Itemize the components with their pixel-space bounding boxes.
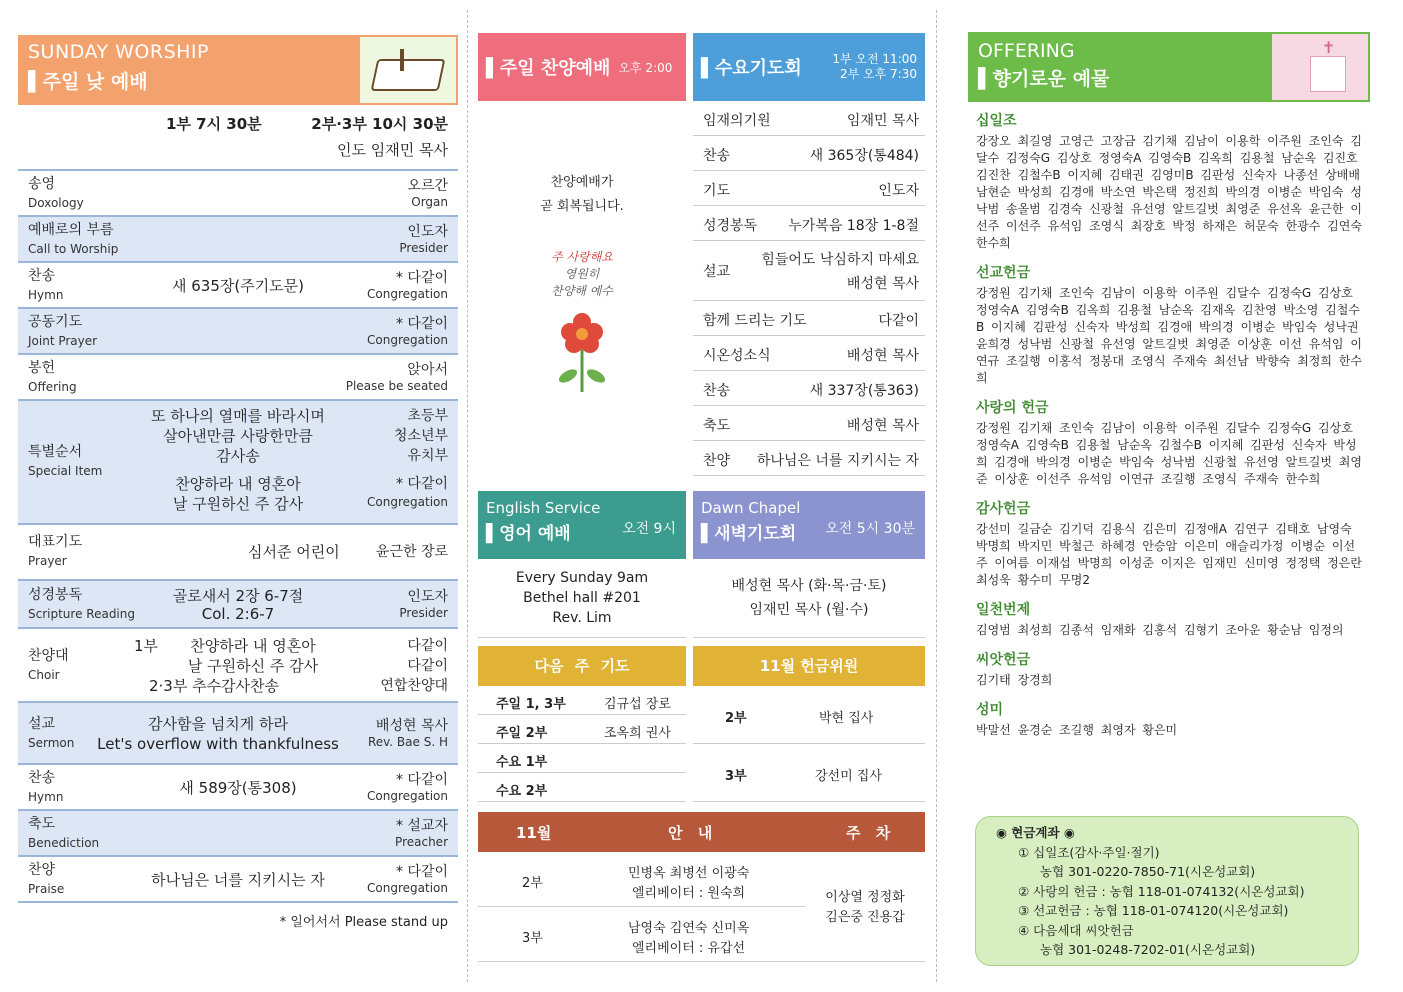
choir-part-2: 2·3부 추수감사찬송 (148, 677, 280, 695)
sunday-header (18, 35, 458, 105)
wednesday-row (693, 441, 925, 476)
item-right-ko: * 다같이 (395, 864, 448, 880)
choir-part-1: 1부 (134, 637, 159, 655)
item-right-en: Congregation (367, 287, 448, 301)
wednesday-row (693, 171, 925, 206)
art-line2: 영원히 (564, 267, 600, 281)
guide-usher-label: 안 내 (668, 824, 713, 842)
dawn-title-ko: ▌새벽기도회 (701, 524, 797, 544)
english-title-ko: ▌영어 예배 (486, 524, 571, 544)
praise-worship-section (478, 33, 686, 399)
guide-parking (805, 852, 925, 962)
item-en: Hymn (28, 790, 64, 804)
order-row (18, 263, 458, 309)
wed-item: 찬양 (703, 453, 731, 469)
column-divider (936, 10, 937, 982)
next-prayer-table (478, 686, 686, 802)
praise-note (478, 171, 686, 219)
prayer-service: 주일 1, 3부 (496, 697, 566, 712)
item-right-en: Congregation (367, 881, 448, 895)
committee-row (693, 686, 925, 744)
item-en: Praise (28, 882, 65, 896)
english-service-header (478, 491, 686, 559)
wed-item: 성경봉독 (703, 218, 758, 234)
item-ko: 찬양 (28, 862, 56, 878)
account-line6: 농협 301-0248-7202-01(시온성교회) (1040, 942, 1256, 957)
church-icon (1272, 34, 1368, 100)
praise-header (478, 33, 686, 101)
special-right-1: 초등부 (407, 408, 448, 424)
scripture-en: Col. 2:6-7 (201, 605, 275, 623)
item-en: Choir (28, 668, 60, 682)
wednesday-time1: 1부 오전 11:00 (832, 52, 917, 66)
order-row (18, 857, 458, 903)
item-right-ko: 배성현 목사 (375, 718, 448, 734)
item-en: Prayer (28, 554, 67, 568)
guide-ushers: 민병옥 최병선 이광숙 (628, 866, 750, 881)
sunday-title-en: SUNDAY WORSHIP (28, 41, 209, 63)
offering-committee-table (693, 686, 925, 802)
committee-person: 박현 집사 (819, 711, 874, 726)
wednesday-row (693, 206, 925, 241)
art-line3: 찬양해 예수 (551, 284, 613, 298)
offering-committee-header: 11월 헌금위원 (693, 646, 925, 686)
offering-section (968, 32, 1370, 739)
wednesday-section (693, 33, 925, 476)
choir-song-1: 찬양하라 내 영혼아 (190, 637, 316, 655)
dawn-chapel-info (693, 574, 925, 638)
sunday-worship-section (18, 35, 458, 930)
wed-value: 배성현 목사 (846, 418, 919, 434)
parking-names-2: 김은중 진용갑 (825, 910, 905, 925)
special-item-row (18, 401, 458, 525)
item-right-en: Presider (399, 241, 448, 255)
offering-group-names: 박말선 윤경순 조길행 최영자 황은미 (976, 723, 1178, 737)
item-ko: 설교 (28, 716, 56, 732)
offering-header (968, 32, 1370, 102)
offering-group-title: 감사헌금 (976, 501, 1031, 517)
account-line1: ① 십일조(감사·주일·절기) (1018, 844, 1160, 860)
choir-right-1: 다같이 (407, 638, 448, 654)
wednesday-title: ▌수요기도회 (701, 58, 802, 79)
item-right-ko: * 설교자 (395, 818, 448, 834)
item-ko: 송영 (28, 176, 56, 192)
service-times (18, 113, 458, 139)
english-time: 오전 9시 (622, 521, 676, 537)
special-line-1: 또 하나의 열매를 바라시며 (151, 407, 325, 425)
dawn-chapel-header (693, 491, 925, 559)
guide-row (478, 907, 805, 962)
dawn-line1: 배성현 목사 (화·목·금·토) (731, 578, 887, 594)
wednesday-row (693, 136, 925, 171)
wed-value: 하나님은 너를 지키시는 자 (756, 453, 919, 469)
special-right-3: 유치부 (407, 448, 448, 464)
item-right-en: Presider (399, 606, 448, 620)
item-right-en: Rev. Bae S. H (367, 735, 448, 749)
item-en: Hymn (28, 288, 64, 302)
item-en: Call to Worship (28, 242, 119, 256)
account-line4: ③ 선교헌금 : 농협 118-01-074120(시온성교회) (1018, 903, 1289, 918)
item-middle: 새 589장(통308) (179, 779, 297, 797)
prayer-row (478, 744, 686, 773)
item-en: Benediction (28, 836, 100, 850)
column-divider (467, 10, 468, 982)
choir-right-3: 연합찬양대 (380, 678, 448, 694)
offering-group-names: 강선미 길금순 김기덕 김용식 김은미 김정애A 김연구 김태호 남영숙 박명희 박지민 박철근 하혜경 안승암 이은미 애슬리가정 이병순 이선주 이여름 이재섭 박명희 이성준 이지은 임재민 신미영 정정택 정은란 최성욱 황수미 무명2 (976, 522, 1362, 587)
choir-song-2: 날 구원하신 주 감사 (187, 657, 319, 675)
prayer-row (478, 686, 686, 715)
special-line-2: 살아낸만큼 사랑한만큼 (163, 427, 313, 445)
english-title-en: English Service (486, 499, 601, 517)
dawn-time: 오전 5시 30분 (825, 521, 915, 537)
wed-value: 임재민 목사 (846, 113, 919, 129)
item-en: Doxology (28, 196, 84, 210)
wednesday-header (693, 33, 925, 101)
item-ko: 찬송 (28, 268, 56, 284)
committee-person: 강선미 집사 (815, 769, 882, 784)
item-right-ko: 앉아서 (407, 362, 448, 378)
account-line5: ④ 다음세대 씨앗헌금 (1018, 922, 1134, 938)
wednesday-row (693, 101, 925, 136)
account-line2: 농협 301-0220-7850-71(시온성교회) (1040, 864, 1256, 879)
wed-item: 찬송 (703, 148, 731, 164)
english-service-info (478, 568, 686, 638)
english-line3: Rev. Lim (552, 610, 612, 626)
wednesday-row (693, 406, 925, 441)
offering-group-names: 강정원 김기채 조인숙 김남이 이용학 이주원 김달수 김정숙G 김상호 정영숙A 김영숙B 김옥희 김용철 남순옥 김재옥 김찬영 박소영 김철수B 이지혜 김판성 신숙자 박성희 김경애 박의경 이병순 박임숙 성낙권 윤희경 성낙범 신광철 유선영 알트길벗 최영준 이상훈 이선 유석임 이연규 조길행 이홍석 정봉대 조영식 주재숙 최선남 박향숙 최정희 한수희 (976, 286, 1362, 385)
art-line1: 주 사랑해요 (551, 250, 613, 264)
wed-value: 새 365장(통484) (809, 148, 919, 164)
item-ko: 찬양대 (28, 648, 69, 664)
offering-title-ko: ▌향기로운 예물 (978, 68, 1110, 90)
wed-item: 찬송 (703, 383, 731, 399)
item-right-en: Congregation (367, 333, 448, 347)
item-ko: 찬송 (28, 770, 56, 786)
wed-value: 새 337장(통363) (809, 383, 919, 399)
item-right-en: Please be seated (345, 379, 448, 393)
flower-illustration (522, 249, 642, 399)
dawn-title-en: Dawn Chapel (701, 499, 801, 517)
wed-item: 함께 드리는 기도 (703, 313, 807, 329)
item-ko: 성경봉독 (28, 587, 83, 603)
offering-title-en: OFFERING (978, 40, 1075, 62)
prayer-person: 조옥희 권사 (604, 726, 671, 741)
wed-preacher: 배성현 목사 (846, 276, 919, 292)
bible-icon (360, 37, 456, 103)
item-ko: 예배로의 부름 (28, 222, 114, 238)
guide-elevator: 엘리베이터 : 유갑선 (632, 941, 746, 956)
leader: 인도 임재민 목사 (337, 141, 448, 159)
offering-group-title: 씨앗헌금 (976, 652, 1031, 668)
special-line-3: 감사송 (216, 447, 260, 465)
english-line2: Bethel hall #201 (523, 590, 641, 606)
prayer-service: 주일 2부 (496, 726, 548, 741)
wed-value: 다같이 (878, 313, 919, 329)
order-row (18, 171, 458, 217)
praise-time: 오후 2:00 (618, 60, 673, 75)
committee-service: 2부 (725, 711, 747, 726)
prayer-elder: 윤근한 장로 (375, 544, 448, 560)
wed-item: 설교 (703, 264, 731, 280)
guide-row (478, 852, 805, 907)
dawn-line2: 임재민 목사 (월·수) (749, 602, 869, 618)
item-ko: 축도 (28, 816, 56, 832)
item-ko: 봉헌 (28, 360, 56, 376)
item-en: Scripture Reading (28, 607, 135, 621)
prayer-row (478, 773, 686, 802)
sermon-row (18, 703, 458, 765)
item-right-ko: * 다같이 (395, 316, 448, 332)
item-right-ko: 오르간 (407, 178, 448, 194)
offering-group-names: 강장오 최길영 고영근 고장금 김기채 김남이 이용학 이주원 조인숙 김달수 김정숙G 김상호 정영숙A 김영숙B 김옥희 김용철 남순옥 김진호 김진찬 김철수B 이지혜 김태권 김영미B 김판성 신숙자 나종선 상배배 남현순 박성희 김경애 박소연 박은택 정진희 박의경 이병순 박임숙 성낙범 송올범 김경숙 신광철 유선영 알트길벗 최영준 유선옥 윤근한 이선주 이선주 유석임 조영식 최장호 박정 하재은 허문숙 한광수 김연숙 한수희 (976, 134, 1362, 250)
order-row (18, 217, 458, 263)
offering-group-title: 선교헌금 (976, 265, 1031, 281)
bank-account-box (975, 816, 1359, 966)
item-right-en: Preacher (395, 835, 448, 849)
praise-note-line2: 곧 회복됩니다. (540, 199, 624, 214)
item-middle: 새 635장(주기도문) (171, 277, 305, 295)
wednesday-row (693, 336, 925, 371)
item-en: Special Item (28, 464, 103, 478)
item-en: Offering (28, 380, 77, 394)
order-row (18, 765, 458, 811)
prayer-row (18, 525, 458, 581)
scripture-row (18, 581, 458, 629)
guide-header (478, 812, 925, 852)
wednesday-row (693, 371, 925, 406)
guide-service: 2부 (522, 876, 543, 891)
guide-table (478, 852, 925, 962)
guide-month: 11월 (516, 824, 552, 842)
guide-service: 3부 (522, 931, 543, 946)
english-line1: Every Sunday 9am (515, 570, 649, 586)
guide-elevator: 엘리베이터 : 원숙희 (632, 886, 746, 901)
committee-row (693, 744, 925, 802)
special-line-5: 날 구원하신 주 감사 (172, 495, 304, 513)
item-en: Joint Prayer (28, 334, 98, 348)
special-right-4: * 다같이 (395, 476, 448, 492)
item-right-ko: * 다같이 (395, 270, 448, 286)
prayer-person: 김규섭 장로 (604, 697, 671, 712)
order-row (18, 309, 458, 355)
wed-item: 임재의기원 (703, 113, 771, 129)
item-ko: 특별순서 (28, 444, 83, 460)
prayer-child: 심서준 어린이 (248, 543, 340, 561)
item-right-ko: * 다같이 (395, 772, 448, 788)
sermon-title-en: Let's overflow with thankfulness (97, 735, 339, 753)
choir-right-2: 다같이 (407, 658, 448, 674)
wed-item: 기도 (703, 183, 731, 199)
wed-item: 축도 (703, 418, 731, 434)
time-second: 2부·3부 10시 30분 (311, 115, 448, 133)
offering-group-names: 강정원 김기채 조인숙 김남이 이용학 이주원 김달수 김정숙G 김상호 정영숙A 김영숙B 김용철 남순옥 김철수B 이지혜 김판성 신숙자 박성희 김경애 박의경 이병순 박임숙 성낙범 신광철 유선영 알트길벗 최영준 이상훈 이선주 유석임 이연규 조길행 조영식 주재숙 한수희 (976, 421, 1362, 486)
prayer-service: 수요 1부 (496, 755, 548, 770)
prayer-row (478, 715, 686, 744)
item-right-en: Congregation (367, 789, 448, 803)
standup-note: * 일어서서 Please stand up (279, 915, 448, 930)
item-middle: 하나님은 너를 지키시는 자 (151, 871, 325, 889)
time-first: 1부 7시 30분 (166, 115, 262, 133)
offering-group-names: 김영범 최성희 김종석 임재화 김홍석 김형기 조아운 황순남 임정의 (976, 623, 1344, 637)
item-right-ko: 인도자 (407, 224, 448, 240)
wed-value: 인도자 (878, 183, 919, 199)
wed-item: 시온성소식 (703, 348, 771, 364)
committee-service: 3부 (725, 769, 747, 784)
offering-group-title: 십일조 (976, 113, 1017, 129)
sermon-title-ko: 감사함을 넘치게 하라 (148, 715, 288, 733)
wed-sermon-title: 힘들어도 낙심하지 마세요 (761, 252, 919, 268)
special-line-4: 찬양하라 내 영혼아 (175, 475, 301, 493)
offering-group-title: 일천번제 (976, 602, 1031, 618)
wed-value: 배성현 목사 (846, 348, 919, 364)
praise-note-line1: 찬양예배가 (550, 175, 614, 190)
next-prayer-header: 다음 주 기도 (478, 646, 686, 686)
praise-title: ▌주일 찬양예배 (486, 58, 611, 79)
offering-group-names: 김기태 장경희 (976, 673, 1053, 687)
order-row (18, 811, 458, 857)
offering-group-title: 성미 (976, 702, 1004, 718)
sunday-title-ko: ▌주일 낮 예배 (28, 71, 148, 93)
scripture-ko: 골로새서 2장 6-7절 (172, 587, 304, 605)
parking-names-1: 이상열 정정화 (825, 890, 905, 905)
item-right-ko: 인도자 (407, 589, 448, 605)
order-row (18, 355, 458, 401)
item-right-en: Organ (411, 195, 448, 209)
special-right-5: Congregation (367, 495, 448, 509)
item-ko: 공동기도 (28, 314, 83, 330)
wed-value: 누가복음 18장 1-8절 (788, 218, 919, 234)
account-line3: ② 사랑의 헌금 : 농협 118-01-074132(시온성교회) (1018, 883, 1305, 899)
choir-row (18, 629, 458, 703)
item-ko: 대표기도 (28, 534, 83, 550)
flower-icon (522, 300, 642, 396)
wednesday-sermon-row (693, 241, 925, 301)
item-en: Sermon (28, 736, 75, 750)
prayer-service: 수요 2부 (496, 784, 548, 799)
guide-ushers: 남영숙 김연숙 신미옥 (628, 921, 750, 936)
offering-group-title: 사랑의 헌금 (976, 400, 1049, 416)
account-title: ◉ 현금계좌 ◉ (996, 825, 1075, 840)
guide-parking-label: 주 차 (846, 824, 891, 842)
wednesday-time2: 2부 오후 7:30 (840, 67, 917, 81)
special-right-2: 청소년부 (393, 428, 448, 444)
wednesday-row (693, 301, 925, 336)
